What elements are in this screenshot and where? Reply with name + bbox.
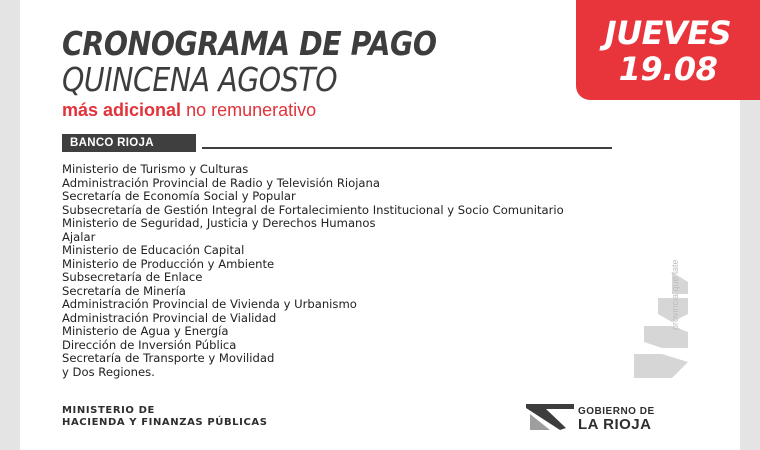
list-item: Ajalar [62,229,96,244]
title-line-2: QUINCENA AGOSTO [62,60,338,99]
subtitle-rest: no remunerativo [181,100,317,120]
list-item: Administración Provincial de Radio y Televisión Riojana [62,175,380,190]
subtitle [62,100,316,121]
gov-line-2: LA RIOJA [578,416,652,433]
ministry-line-1: MINISTERIO DE [62,405,155,416]
list-item: Administración Provincial de Vivienda y Urbanismo [62,297,357,311]
date-badge [576,0,760,100]
gobierno-la-rioja-logo-icon [526,404,576,430]
subtitle-bold: más adicional [62,100,182,120]
la-rioja-watermark-icon [632,272,692,382]
title-line-1: CRONOGRAMA DE PAGO [62,24,437,63]
date-day: JUEVES [604,14,732,52]
ministry-footer [62,405,268,429]
bank-divider [202,147,612,149]
list-item: Secretaría de Economía Social y Popular [62,189,296,203]
list-item: Subsecretaría de Gestión Integral de Fortalecimiento Institucional y Socio Comunitario [62,202,564,217]
list-item: y Dos Regiones. [62,364,155,379]
list-item: Administración Provincial de Vialidad [62,310,277,325]
list-item: Subsecretaría de Enlace [62,270,203,284]
date-number: 19.08 [618,50,718,88]
list-item: Ministerio de Producción y Ambiente [62,256,275,271]
list-item: Ministerio de Agua y Energía [62,324,229,338]
ministry-line-2: HACIENDA Y FINANZAS PÚBLICAS [62,417,268,428]
gov-line-1: GOBIERNO DE [578,406,655,417]
gov-name [578,406,655,432]
list-item: Dirección de Inversión Pública [62,337,237,352]
side-tagline: provincia que late [670,259,680,330]
entity-list [62,163,564,379]
list-item: Ministerio de Educación Capital [62,243,245,257]
list-item: Secretaría de Minería [62,283,186,298]
list-item: Secretaría de Transporte y Movilidad [62,351,275,365]
list-item: Ministerio de Seguridad, Justicia y Derechos Humanos [62,216,376,230]
bank-label: BANCO RIOJA [62,134,196,152]
list-item: Ministerio de Turismo y Culturas [62,162,249,176]
